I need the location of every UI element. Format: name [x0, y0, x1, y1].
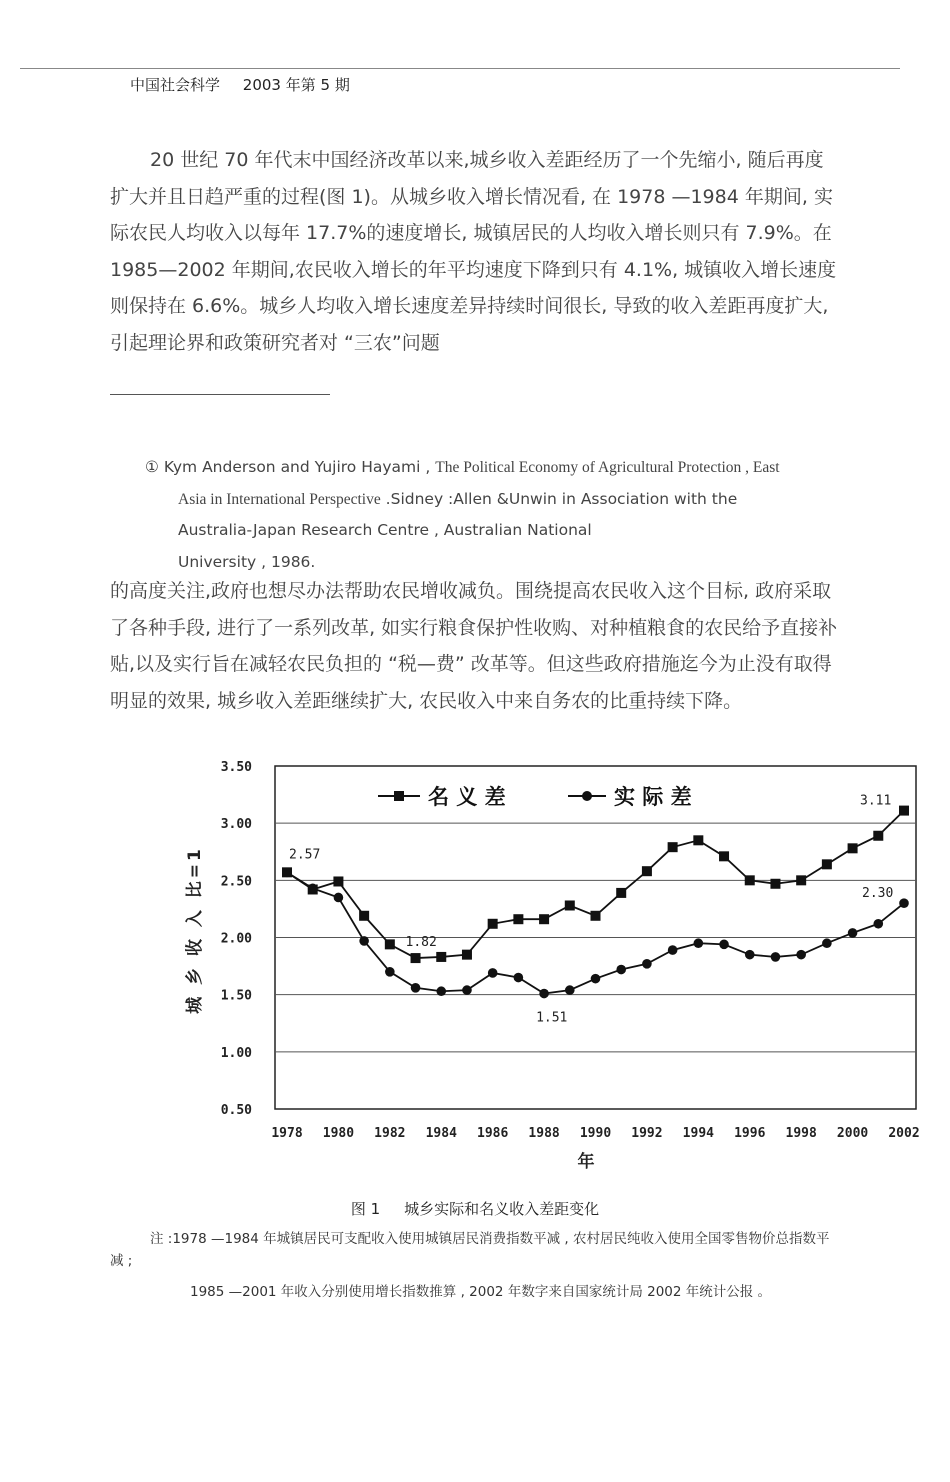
- legend-label-real: 实 际 差: [614, 785, 692, 809]
- x-tick-label: 2002: [888, 1126, 920, 1141]
- journal-name: 中国社会科学: [130, 76, 221, 94]
- x-tick-label: 1986: [477, 1126, 509, 1141]
- data-point-real: [436, 986, 446, 996]
- x-tick-label: 1982: [374, 1126, 406, 1141]
- data-point-nominal: [822, 859, 832, 869]
- data-point-real: [719, 940, 729, 950]
- data-point-nominal: [462, 950, 472, 960]
- issue-number: 2003 年第 5 期: [242, 76, 350, 94]
- data-label: 1.51: [536, 1010, 568, 1026]
- data-point-nominal: [745, 875, 755, 885]
- x-tick-label: 1990: [579, 1126, 612, 1141]
- data-point-nominal: [411, 953, 421, 963]
- y-tick-label: 0.50: [220, 1103, 252, 1118]
- x-tick-label: 1978: [271, 1126, 303, 1141]
- data-point-real: [616, 965, 626, 975]
- data-point-nominal: [359, 911, 369, 921]
- y-tick-label: 1.50: [220, 988, 252, 1004]
- data-label: 2.57: [289, 847, 321, 863]
- y-tick-label: 1.00: [220, 1045, 252, 1061]
- data-point-real: [411, 983, 421, 993]
- data-point-real: [873, 919, 883, 929]
- data-point-real: [848, 928, 858, 938]
- data-point-real: [462, 985, 472, 995]
- figure-number: 图 1: [350, 1200, 381, 1218]
- data-point-nominal: [565, 900, 575, 910]
- data-point-real: [745, 950, 755, 960]
- data-point-real: [642, 959, 652, 969]
- header-rule: [20, 68, 900, 69]
- figure-note-1: 注 :1978 —1984 年城镇居民可支配收入使用城镇居民消费指数平减 , 农村居民纯收入使用全国零售物价总指数平减 ;: [110, 1231, 830, 1269]
- footnote-marker: ①: [145, 458, 159, 476]
- data-point-nominal: [796, 875, 806, 885]
- data-point-real: [488, 968, 498, 978]
- data-point-nominal: [616, 888, 626, 898]
- data-label: 3.11: [860, 793, 892, 809]
- data-point-real: [539, 989, 549, 999]
- running-header: [130, 74, 350, 95]
- x-tick-label: 1984: [425, 1126, 457, 1141]
- footnote: [145, 452, 865, 578]
- footnote-title-2: Asia in International Perspective: [178, 490, 381, 508]
- figure-caption: [0, 1198, 950, 1219]
- x-axis-label: 年: [577, 1152, 595, 1172]
- data-point-nominal: [436, 952, 446, 962]
- y-tick-label: 2.50: [220, 874, 252, 890]
- data-point-nominal: [848, 843, 858, 853]
- data-point-real: [591, 974, 601, 984]
- data-point-real: [694, 938, 704, 948]
- x-tick-label: 2000: [836, 1126, 869, 1141]
- figure-note-2: 1985 —2001 年收入分别使用增长指数推算 , 2002 年数字来自国家统计局 2002 年统计公报 。: [190, 1284, 772, 1300]
- legend-marker-nominal: [394, 791, 404, 801]
- data-point-nominal: [899, 806, 909, 816]
- data-point-real: [822, 938, 832, 948]
- x-tick-label: 1998: [785, 1126, 817, 1141]
- data-point-real: [359, 936, 369, 946]
- footnote-line-3: Australia-Japan Research Centre , Australian National: [178, 521, 592, 539]
- footnote-line-4: University , 1986.: [178, 552, 316, 571]
- data-point-real: [668, 945, 678, 955]
- footnote-separator: [110, 394, 330, 395]
- data-point-nominal: [770, 879, 780, 889]
- data-point-real: [308, 884, 318, 894]
- data-point-real: [514, 973, 524, 983]
- legend-label-nominal: 名 义 差: [428, 785, 506, 809]
- data-label: 2.30: [862, 886, 894, 902]
- body-paragraph-2: 的高度关注,政府也想尽办法帮助农民增收减负。围绕提高农民收入这个目标, 政府采取了各种手段, 进行了一系列改革, 如实行粮食保护性收购、对种植粮食的农民给予直接补贴,以及实行旨在减轻农民负担的 “税—费” 改革等。但这些政府措施迄今为止没有取得明显的效果, 城乡收入差距继续扩大, 农民收入中来自务农的比重持续下降。: [110, 580, 838, 712]
- x-tick-label: 1980: [322, 1126, 355, 1141]
- data-point-real: [334, 893, 344, 903]
- data-point-real: [385, 967, 395, 977]
- data-point-nominal: [488, 919, 498, 929]
- data-point-real: [565, 985, 575, 995]
- y-tick-label: 3.50: [220, 760, 252, 775]
- data-point-nominal: [719, 851, 729, 861]
- data-point-real: [771, 952, 781, 962]
- data-point-nominal: [642, 866, 652, 876]
- footnote-authors: Kym Anderson and Yujiro Hayami ,: [163, 458, 431, 476]
- income-gap-chart: [0, 750, 950, 1190]
- figure-title: 城乡实际和名义收入差距变化: [404, 1200, 600, 1218]
- footnote-publisher: .Sidney :Allen &Unwin in Association with the: [385, 489, 738, 508]
- y-tick-label: 2.00: [220, 931, 252, 947]
- data-point-nominal: [873, 831, 883, 841]
- data-point-nominal: [668, 842, 678, 852]
- x-tick-label: 1996: [734, 1126, 766, 1141]
- data-point-nominal: [591, 911, 601, 921]
- x-tick-label: 1992: [631, 1126, 663, 1141]
- data-label: 1.82: [405, 935, 437, 951]
- data-point-nominal: [385, 939, 395, 949]
- data-point-real: [282, 868, 292, 878]
- x-tick-label: 1994: [682, 1126, 714, 1141]
- y-axis-label: 城 乡 收 入 比=1: [185, 846, 205, 1014]
- data-point-real: [899, 898, 909, 908]
- y-tick-label: 3.00: [220, 817, 252, 833]
- legend-marker-real: [582, 791, 592, 801]
- data-point-nominal: [333, 876, 343, 886]
- x-tick-label: 1988: [528, 1126, 560, 1141]
- footnote-title-1: The Political Economy of Agricultural Protection , East: [435, 459, 780, 476]
- data-point-nominal: [539, 914, 549, 924]
- data-point-real: [796, 950, 806, 960]
- data-point-nominal: [513, 914, 523, 924]
- body-paragraph-1: 20 世纪 70 年代末中国经济改革以来,城乡收入差距经历了一个先缩小, 随后再度扩大并且日趋严重的过程(图 1)。从城乡收入增长情况看, 在 1978 —1984 年期间, 实际农民人均收入以每年 17.7%的速度增长, 城镇居民的人均收入增长则只有 7.9%。在 1985—2002 年期间,农民收入增长的年平均速度下降到只有 4.1%, 城镇收入增长速度则保持在 6.6%。城乡人均收入增长速度差异持续时间很长, 导致的收入差距再度扩大, 引起理论界和政策研究者对 “三农”问题: [110, 149, 837, 354]
- data-point-nominal: [693, 835, 703, 845]
